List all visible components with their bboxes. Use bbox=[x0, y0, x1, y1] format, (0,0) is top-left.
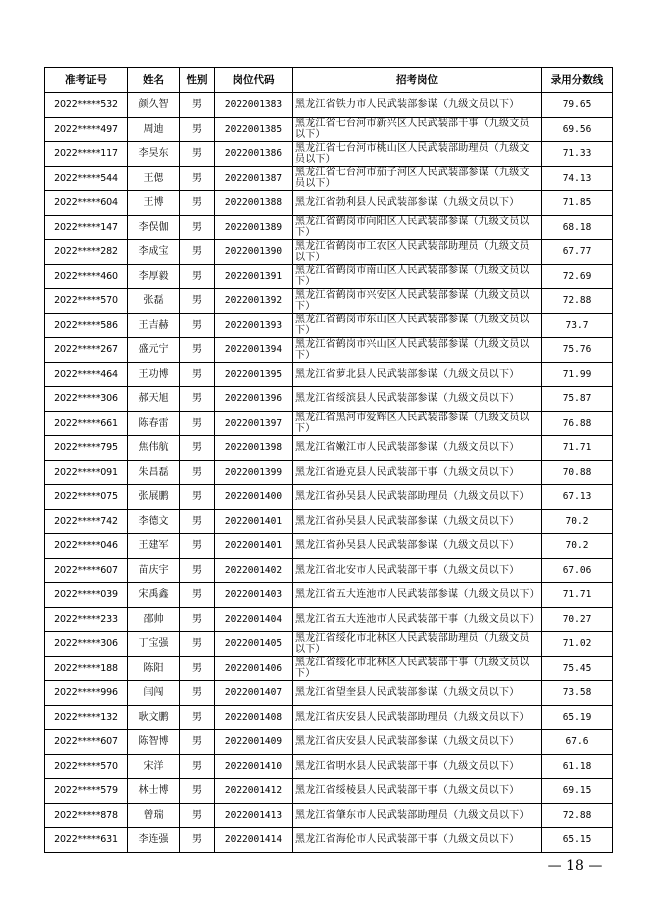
cell-post-title: 黑龙江省鹤岗市向阳区人民武装部参谋（九级文员以下） bbox=[293, 215, 542, 240]
table-row bbox=[45, 436, 613, 461]
cell-score-line: 67.06 bbox=[542, 558, 613, 583]
cell-name: 李厚毅 bbox=[128, 264, 180, 289]
cell-score-line: 79.65 bbox=[542, 93, 613, 118]
cell-post-code: 2022001397 bbox=[215, 411, 293, 436]
cell-gender: 男 bbox=[180, 264, 215, 289]
table-row bbox=[45, 828, 613, 853]
cell-gender: 男 bbox=[180, 215, 215, 240]
cell-gender: 男 bbox=[180, 142, 215, 167]
table-row bbox=[45, 93, 613, 118]
cell-score-line: 71.02 bbox=[542, 632, 613, 657]
table-row bbox=[45, 215, 613, 240]
cell-score-line: 61.18 bbox=[542, 754, 613, 779]
cell-post-title: 黑龙江省黑河市爱辉区人民武装部参谋（九级文员以下） bbox=[293, 411, 542, 436]
cell-exam-id: 2022*****282 bbox=[45, 240, 128, 265]
table-row bbox=[45, 779, 613, 804]
cell-exam-id: 2022*****532 bbox=[45, 93, 128, 118]
cell-name: 陈阳 bbox=[128, 656, 180, 681]
cell-name: 曾瑞 bbox=[128, 803, 180, 828]
cell-score-line: 75.45 bbox=[542, 656, 613, 681]
table-row bbox=[45, 681, 613, 706]
cell-gender: 男 bbox=[180, 558, 215, 583]
cell-post-title: 黑龙江省孙吴县人民武装部参谋（九级文员以下） bbox=[293, 534, 542, 559]
cell-post-code: 2022001383 bbox=[215, 93, 293, 118]
cell-post-code: 2022001391 bbox=[215, 264, 293, 289]
cell-name: 林士博 bbox=[128, 779, 180, 804]
cell-name: 陈春雷 bbox=[128, 411, 180, 436]
cell-score-line: 69.56 bbox=[542, 117, 613, 142]
cell-exam-id: 2022*****460 bbox=[45, 264, 128, 289]
cell-score-line: 69.15 bbox=[542, 779, 613, 804]
cell-score-line: 75.87 bbox=[542, 387, 613, 412]
cell-post-code: 2022001405 bbox=[215, 632, 293, 657]
cell-post-title: 黑龙江省鹤岗市兴安区人民武装部参谋（九级文员以下） bbox=[293, 289, 542, 314]
cell-post-code: 2022001385 bbox=[215, 117, 293, 142]
cell-post-title: 黑龙江省五大连池市人民武装部干事（九级文员以下） bbox=[293, 607, 542, 632]
cell-exam-id: 2022*****075 bbox=[45, 485, 128, 510]
table-row bbox=[45, 142, 613, 167]
cell-name: 郝天旭 bbox=[128, 387, 180, 412]
cell-name: 闫闯 bbox=[128, 681, 180, 706]
cell-exam-id: 2022*****996 bbox=[45, 681, 128, 706]
header-post-title: 招考岗位 bbox=[293, 68, 542, 93]
cell-score-line: 68.18 bbox=[542, 215, 613, 240]
cell-name: 王偲 bbox=[128, 166, 180, 191]
cell-exam-id: 2022*****147 bbox=[45, 215, 128, 240]
table-row bbox=[45, 338, 613, 363]
cell-post-title: 黑龙江省鹤岗市工农区人民武装部助理员（九级文员以下） bbox=[293, 240, 542, 265]
cell-gender: 男 bbox=[180, 803, 215, 828]
cell-name: 李成宝 bbox=[128, 240, 180, 265]
cell-post-code: 2022001403 bbox=[215, 583, 293, 608]
cell-gender: 男 bbox=[180, 534, 215, 559]
cell-name: 耿文鹏 bbox=[128, 705, 180, 730]
cell-name: 李德文 bbox=[128, 509, 180, 534]
cell-exam-id: 2022*****604 bbox=[45, 191, 128, 216]
cell-post-title: 黑龙江省孙吴县人民武装部助理员（九级文员以下） bbox=[293, 485, 542, 510]
cell-gender: 男 bbox=[180, 338, 215, 363]
cell-score-line: 71.71 bbox=[542, 436, 613, 461]
cell-name: 张展鹏 bbox=[128, 485, 180, 510]
cell-score-line: 72.88 bbox=[542, 803, 613, 828]
cell-post-title: 黑龙江省绥棱县人民武装部干事（九级文员以下） bbox=[293, 779, 542, 804]
cell-post-title: 黑龙江省望奎县人民武装部参谋（九级文员以下） bbox=[293, 681, 542, 706]
cell-post-code: 2022001401 bbox=[215, 509, 293, 534]
cell-exam-id: 2022*****544 bbox=[45, 166, 128, 191]
cell-gender: 男 bbox=[180, 166, 215, 191]
cell-post-code: 2022001387 bbox=[215, 166, 293, 191]
cell-post-code: 2022001400 bbox=[215, 485, 293, 510]
cell-exam-id: 2022*****579 bbox=[45, 779, 128, 804]
cell-gender: 男 bbox=[180, 583, 215, 608]
cell-exam-id: 2022*****091 bbox=[45, 460, 128, 485]
table-header-row bbox=[45, 68, 613, 93]
cell-score-line: 67.13 bbox=[542, 485, 613, 510]
table-row bbox=[45, 117, 613, 142]
cell-exam-id: 2022*****464 bbox=[45, 362, 128, 387]
cell-gender: 男 bbox=[180, 828, 215, 853]
cell-post-code: 2022001410 bbox=[215, 754, 293, 779]
cell-gender: 男 bbox=[180, 362, 215, 387]
cell-post-title: 黑龙江省肇东市人民武装部助理员（九级文员以下） bbox=[293, 803, 542, 828]
cell-name: 张磊 bbox=[128, 289, 180, 314]
cell-post-title: 黑龙江省庆安县人民武装部助理员（九级文员以下） bbox=[293, 705, 542, 730]
cell-post-code: 2022001412 bbox=[215, 779, 293, 804]
cell-post-title: 黑龙江省七台河市茄子河区人民武装部参谋（九级文员以下） bbox=[293, 166, 542, 191]
cell-exam-id: 2022*****570 bbox=[45, 289, 128, 314]
cell-exam-id: 2022*****570 bbox=[45, 754, 128, 779]
cell-name: 王博 bbox=[128, 191, 180, 216]
table-row bbox=[45, 632, 613, 657]
cell-score-line: 67.77 bbox=[542, 240, 613, 265]
cell-post-code: 2022001394 bbox=[215, 338, 293, 363]
cell-exam-id: 2022*****795 bbox=[45, 436, 128, 461]
cell-exam-id: 2022*****631 bbox=[45, 828, 128, 853]
cell-gender: 男 bbox=[180, 730, 215, 755]
cell-post-title: 黑龙江省鹤岗市东山区人民武装部参谋（九级文员以下） bbox=[293, 313, 542, 338]
cell-score-line: 70.2 bbox=[542, 509, 613, 534]
cell-gender: 男 bbox=[180, 681, 215, 706]
cell-post-code: 2022001407 bbox=[215, 681, 293, 706]
table-row bbox=[45, 191, 613, 216]
table-row bbox=[45, 730, 613, 755]
cell-post-title: 黑龙江省铁力市人民武装部参谋（九级文员以下） bbox=[293, 93, 542, 118]
table-row bbox=[45, 264, 613, 289]
cell-post-title: 黑龙江省绥滨县人民武装部参谋（九级文员以下） bbox=[293, 387, 542, 412]
cell-score-line: 67.6 bbox=[542, 730, 613, 755]
table-row bbox=[45, 656, 613, 681]
cell-score-line: 76.88 bbox=[542, 411, 613, 436]
cell-exam-id: 2022*****132 bbox=[45, 705, 128, 730]
cell-post-code: 2022001409 bbox=[215, 730, 293, 755]
table-row bbox=[45, 754, 613, 779]
cell-exam-id: 2022*****586 bbox=[45, 313, 128, 338]
cell-post-code: 2022001401 bbox=[215, 534, 293, 559]
table-row bbox=[45, 387, 613, 412]
cell-post-title: 黑龙江省明水县人民武装部干事（九级文员以下） bbox=[293, 754, 542, 779]
cell-gender: 男 bbox=[180, 191, 215, 216]
cell-post-code: 2022001390 bbox=[215, 240, 293, 265]
table-row bbox=[45, 534, 613, 559]
cell-post-code: 2022001388 bbox=[215, 191, 293, 216]
table-row bbox=[45, 509, 613, 534]
cell-name: 焦伟航 bbox=[128, 436, 180, 461]
admission-score-table bbox=[44, 67, 613, 853]
cell-post-title: 黑龙江省海伦市人民武装部干事（九级文员以下） bbox=[293, 828, 542, 853]
cell-post-title: 黑龙江省孙吴县人民武装部参谋（九级文员以下） bbox=[293, 509, 542, 534]
cell-gender: 男 bbox=[180, 509, 215, 534]
cell-exam-id: 2022*****188 bbox=[45, 656, 128, 681]
cell-score-line: 70.2 bbox=[542, 534, 613, 559]
cell-name: 王功博 bbox=[128, 362, 180, 387]
cell-gender: 男 bbox=[180, 705, 215, 730]
cell-name: 陈智博 bbox=[128, 730, 180, 755]
cell-name: 李昊东 bbox=[128, 142, 180, 167]
cell-post-title: 黑龙江省绥化市北林区人民武装部干事（九级文员以下） bbox=[293, 656, 542, 681]
cell-gender: 男 bbox=[180, 607, 215, 632]
cell-post-code: 2022001393 bbox=[215, 313, 293, 338]
cell-name: 丁宝强 bbox=[128, 632, 180, 657]
cell-post-title: 黑龙江省嫩江市人民武装部参谋（九级文员以下） bbox=[293, 436, 542, 461]
cell-post-code: 2022001406 bbox=[215, 656, 293, 681]
cell-post-code: 2022001395 bbox=[215, 362, 293, 387]
cell-name: 周迪 bbox=[128, 117, 180, 142]
cell-exam-id: 2022*****306 bbox=[45, 632, 128, 657]
page-number: — 18 — bbox=[547, 858, 603, 874]
cell-score-line: 70.88 bbox=[542, 460, 613, 485]
cell-score-line: 65.15 bbox=[542, 828, 613, 853]
table-row bbox=[45, 705, 613, 730]
table-row bbox=[45, 313, 613, 338]
cell-name: 李俣伽 bbox=[128, 215, 180, 240]
cell-gender: 男 bbox=[180, 313, 215, 338]
cell-name: 宋禹鑫 bbox=[128, 583, 180, 608]
header-post-code: 岗位代码 bbox=[215, 68, 293, 93]
cell-exam-id: 2022*****607 bbox=[45, 558, 128, 583]
cell-score-line: 74.13 bbox=[542, 166, 613, 191]
table-row bbox=[45, 240, 613, 265]
cell-post-code: 2022001389 bbox=[215, 215, 293, 240]
cell-name: 朱昌磊 bbox=[128, 460, 180, 485]
cell-post-title: 黑龙江省勃利县人民武装部参谋（九级文员以下） bbox=[293, 191, 542, 216]
cell-post-code: 2022001404 bbox=[215, 607, 293, 632]
cell-exam-id: 2022*****306 bbox=[45, 387, 128, 412]
cell-name: 王吉赫 bbox=[128, 313, 180, 338]
table-body bbox=[45, 93, 613, 853]
cell-score-line: 71.71 bbox=[542, 583, 613, 608]
cell-score-line: 72.88 bbox=[542, 289, 613, 314]
table-row bbox=[45, 803, 613, 828]
cell-exam-id: 2022*****233 bbox=[45, 607, 128, 632]
cell-exam-id: 2022*****878 bbox=[45, 803, 128, 828]
cell-gender: 男 bbox=[180, 240, 215, 265]
cell-gender: 男 bbox=[180, 289, 215, 314]
cell-name: 颜久智 bbox=[128, 93, 180, 118]
table-row bbox=[45, 607, 613, 632]
cell-post-code: 2022001402 bbox=[215, 558, 293, 583]
cell-post-code: 2022001392 bbox=[215, 289, 293, 314]
cell-exam-id: 2022*****267 bbox=[45, 338, 128, 363]
cell-gender: 男 bbox=[180, 93, 215, 118]
table-row bbox=[45, 583, 613, 608]
table-row bbox=[45, 411, 613, 436]
cell-gender: 男 bbox=[180, 117, 215, 142]
cell-post-title: 黑龙江省鹤岗市兴山区人民武装部参谋（九级文员以下） bbox=[293, 338, 542, 363]
cell-exam-id: 2022*****046 bbox=[45, 534, 128, 559]
table-row bbox=[45, 485, 613, 510]
cell-gender: 男 bbox=[180, 656, 215, 681]
cell-post-code: 2022001408 bbox=[215, 705, 293, 730]
cell-post-title: 黑龙江省鹤岗市南山区人民武装部参谋（九级文员以下） bbox=[293, 264, 542, 289]
cell-post-code: 2022001399 bbox=[215, 460, 293, 485]
cell-score-line: 71.99 bbox=[542, 362, 613, 387]
cell-post-title: 黑龙江省庆安县人民武装部参谋（九级文员以下） bbox=[293, 730, 542, 755]
header-score-line: 录用分数线 bbox=[542, 68, 613, 93]
cell-exam-id: 2022*****661 bbox=[45, 411, 128, 436]
cell-gender: 男 bbox=[180, 460, 215, 485]
header-gender: 性别 bbox=[180, 68, 215, 93]
cell-score-line: 71.85 bbox=[542, 191, 613, 216]
table-row bbox=[45, 166, 613, 191]
table-row bbox=[45, 362, 613, 387]
cell-post-code: 2022001386 bbox=[215, 142, 293, 167]
table-row bbox=[45, 289, 613, 314]
cell-exam-id: 2022*****117 bbox=[45, 142, 128, 167]
cell-score-line: 72.69 bbox=[542, 264, 613, 289]
cell-post-code: 2022001414 bbox=[215, 828, 293, 853]
cell-exam-id: 2022*****607 bbox=[45, 730, 128, 755]
cell-name: 李连强 bbox=[128, 828, 180, 853]
header-exam-id: 准考证号 bbox=[45, 68, 128, 93]
cell-post-title: 黑龙江省逊克县人民武装部干事（九级文员以下） bbox=[293, 460, 542, 485]
cell-gender: 男 bbox=[180, 436, 215, 461]
cell-exam-id: 2022*****497 bbox=[45, 117, 128, 142]
cell-name: 王建军 bbox=[128, 534, 180, 559]
table-row bbox=[45, 460, 613, 485]
cell-name: 苗庆宇 bbox=[128, 558, 180, 583]
cell-name: 盛元宁 bbox=[128, 338, 180, 363]
cell-post-title: 黑龙江省七台河市新兴区人民武装部干事（九级文员以下） bbox=[293, 117, 542, 142]
cell-score-line: 65.19 bbox=[542, 705, 613, 730]
cell-gender: 男 bbox=[180, 387, 215, 412]
cell-gender: 男 bbox=[180, 754, 215, 779]
header-name: 姓名 bbox=[128, 68, 180, 93]
cell-score-line: 73.7 bbox=[542, 313, 613, 338]
cell-exam-id: 2022*****039 bbox=[45, 583, 128, 608]
cell-gender: 男 bbox=[180, 632, 215, 657]
cell-score-line: 70.27 bbox=[542, 607, 613, 632]
cell-post-title: 黑龙江省北安市人民武装部干事（九级文员以下） bbox=[293, 558, 542, 583]
cell-post-title: 黑龙江省萝北县人民武装部参谋（九级文员以下） bbox=[293, 362, 542, 387]
cell-exam-id: 2022*****742 bbox=[45, 509, 128, 534]
table-row bbox=[45, 558, 613, 583]
cell-post-title: 黑龙江省五大连池市人民武装部参谋（九级文员以下） bbox=[293, 583, 542, 608]
cell-post-code: 2022001398 bbox=[215, 436, 293, 461]
cell-post-code: 2022001413 bbox=[215, 803, 293, 828]
cell-score-line: 71.33 bbox=[542, 142, 613, 167]
cell-name: 邵帅 bbox=[128, 607, 180, 632]
cell-gender: 男 bbox=[180, 485, 215, 510]
cell-gender: 男 bbox=[180, 411, 215, 436]
cell-name: 宋洋 bbox=[128, 754, 180, 779]
cell-score-line: 75.76 bbox=[542, 338, 613, 363]
cell-post-title: 黑龙江省七台河市桃山区人民武装部助理员（九级文员以下） bbox=[293, 142, 542, 167]
cell-post-code: 2022001396 bbox=[215, 387, 293, 412]
cell-score-line: 73.58 bbox=[542, 681, 613, 706]
cell-post-title: 黑龙江省绥化市北林区人民武装部助理员（九级文员以下） bbox=[293, 632, 542, 657]
cell-gender: 男 bbox=[180, 779, 215, 804]
